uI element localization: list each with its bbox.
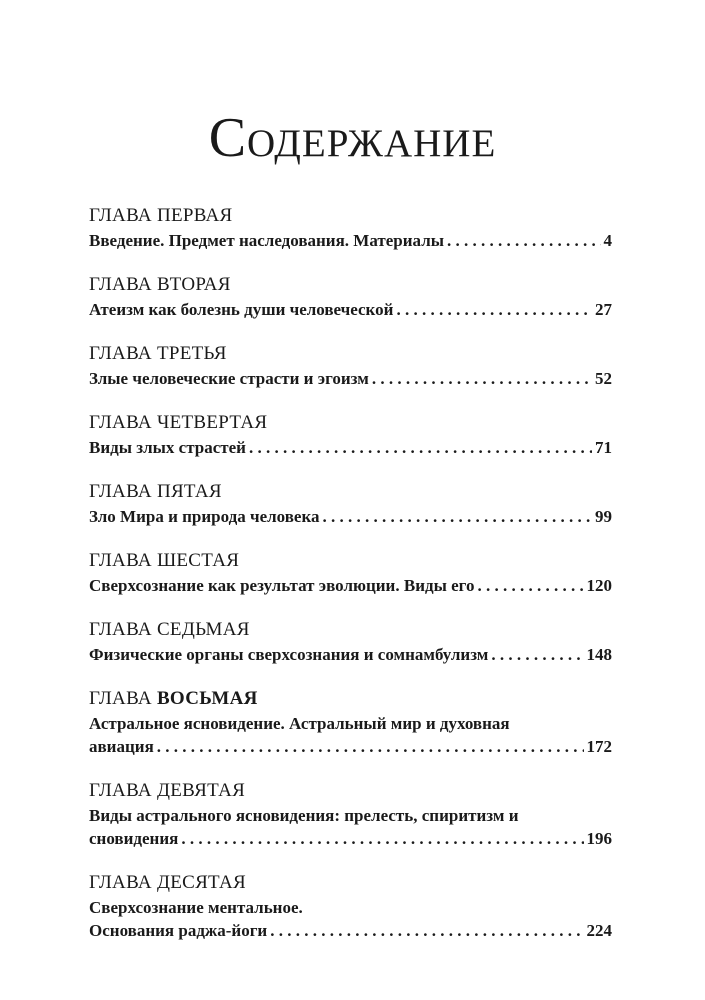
dot-leader [396, 299, 592, 321]
chapter-word: ГЛАВА [89, 550, 152, 571]
dot-leader [157, 736, 584, 758]
chapter-title: Злые человеческие страсти и эгоизм [89, 369, 369, 388]
chapter-heading [89, 872, 612, 893]
toc-chapter-8 [89, 688, 612, 758]
chapter-heading [89, 412, 612, 433]
chapter-title: Основания раджа-йоги [89, 921, 268, 940]
toc-chapter-7 [89, 619, 612, 666]
toc-entry[interactable] [89, 644, 612, 666]
chapter-title: Физические органы сверхсознания и сомнамбулизм [89, 645, 489, 664]
page-number: 4 [603, 231, 612, 250]
chapter-number: ТРЕТЬЯ [156, 343, 227, 364]
toc-entry[interactable] [89, 506, 612, 528]
page-number: 148 [586, 645, 612, 664]
chapter-word: ГЛАВА [89, 412, 152, 433]
chapter-title: авиация [89, 737, 154, 756]
chapter-heading [89, 343, 612, 364]
page-number: 52 [595, 369, 612, 388]
toc-chapter-9 [89, 780, 612, 850]
toc-entry[interactable] [89, 230, 612, 252]
chapter-number: ВТОРАЯ [156, 274, 231, 295]
chapter-number: ПЯТАЯ [156, 481, 222, 502]
page-number: 224 [586, 921, 612, 940]
dot-leader [477, 575, 583, 597]
chapter-heading [89, 550, 612, 571]
dot-leader [249, 437, 592, 459]
chapter-word: ГЛАВА [89, 274, 152, 295]
toc-chapter-1 [89, 205, 612, 252]
chapter-word: ГЛАВА [89, 343, 152, 364]
toc-entry[interactable] [89, 437, 612, 459]
chapter-number: СЕДЬМАЯ [156, 619, 250, 640]
page-number: 71 [595, 438, 612, 457]
page-number: 27 [595, 300, 612, 319]
chapter-heading [89, 205, 612, 226]
chapter-number: ЧЕТВЕРТАЯ [156, 412, 268, 433]
chapter-title: Виды злых страстей [89, 438, 246, 457]
toc-chapter-6 [89, 550, 612, 597]
chapter-word: ГЛАВА [89, 688, 152, 709]
chapter-word: ГЛАВА [89, 872, 152, 893]
dot-leader [491, 644, 583, 666]
toc-chapter-2 [89, 274, 612, 321]
chapter-word: ГЛАВА [89, 780, 152, 801]
dot-leader [181, 828, 583, 850]
toc-entry[interactable] [89, 828, 612, 850]
toc-entry[interactable] [89, 920, 612, 942]
chapter-title-line: Астральное ясновидение. Астральный мир и духовная [89, 714, 510, 733]
chapter-title: сновидения [89, 829, 179, 848]
chapter-heading [89, 274, 612, 295]
chapter-title-line: Сверхсознание ментальное. [89, 898, 303, 917]
chapter-heading [89, 481, 612, 502]
chapter-number: ПЕРВАЯ [156, 205, 233, 226]
chapter-title-line: Виды астрального ясновидения: прелесть, спиритизм и [89, 806, 519, 825]
chapter-title: Атеизм как болезнь души человеческой [89, 300, 394, 319]
chapter-heading [89, 619, 612, 640]
page-number: 99 [595, 507, 612, 526]
page-number: 196 [586, 829, 612, 848]
dot-leader [447, 230, 601, 252]
toc-chapter-4 [89, 412, 612, 459]
dot-leader [323, 506, 593, 528]
toc-entry[interactable] [89, 299, 612, 321]
toc-chapter-3 [89, 343, 612, 390]
toc-entry[interactable] [89, 368, 612, 390]
page-title: Содержание [208, 107, 497, 169]
page-number: 120 [586, 576, 612, 595]
toc-chapter-5 [89, 481, 612, 528]
chapter-number: ДЕСЯТАЯ [156, 872, 247, 893]
chapter-number: ШЕСТАЯ [156, 550, 240, 571]
chapter-title: Зло Мира и природа человека [89, 507, 320, 526]
dot-leader [270, 920, 583, 942]
chapter-word: ГЛАВА [89, 619, 152, 640]
chapter-title: Введение. Предмет наследования. Материалы [89, 231, 444, 250]
toc-entry[interactable] [89, 736, 612, 758]
chapter-number: ДЕВЯТАЯ [156, 780, 246, 801]
page-number: 172 [586, 737, 612, 756]
chapter-heading [89, 780, 612, 801]
toc-entry[interactable] [89, 575, 612, 597]
chapter-word: ГЛАВА [89, 205, 152, 226]
chapter-heading [89, 688, 612, 709]
chapter-word: ГЛАВА [89, 481, 152, 502]
toc-chapter-10 [89, 872, 612, 942]
dot-leader [372, 368, 592, 390]
chapter-number: ВОСЬМАЯ [156, 688, 258, 709]
table-of-contents [89, 205, 612, 964]
chapter-title: Сверхсознание как результат эволюции. Виды его [89, 576, 475, 595]
